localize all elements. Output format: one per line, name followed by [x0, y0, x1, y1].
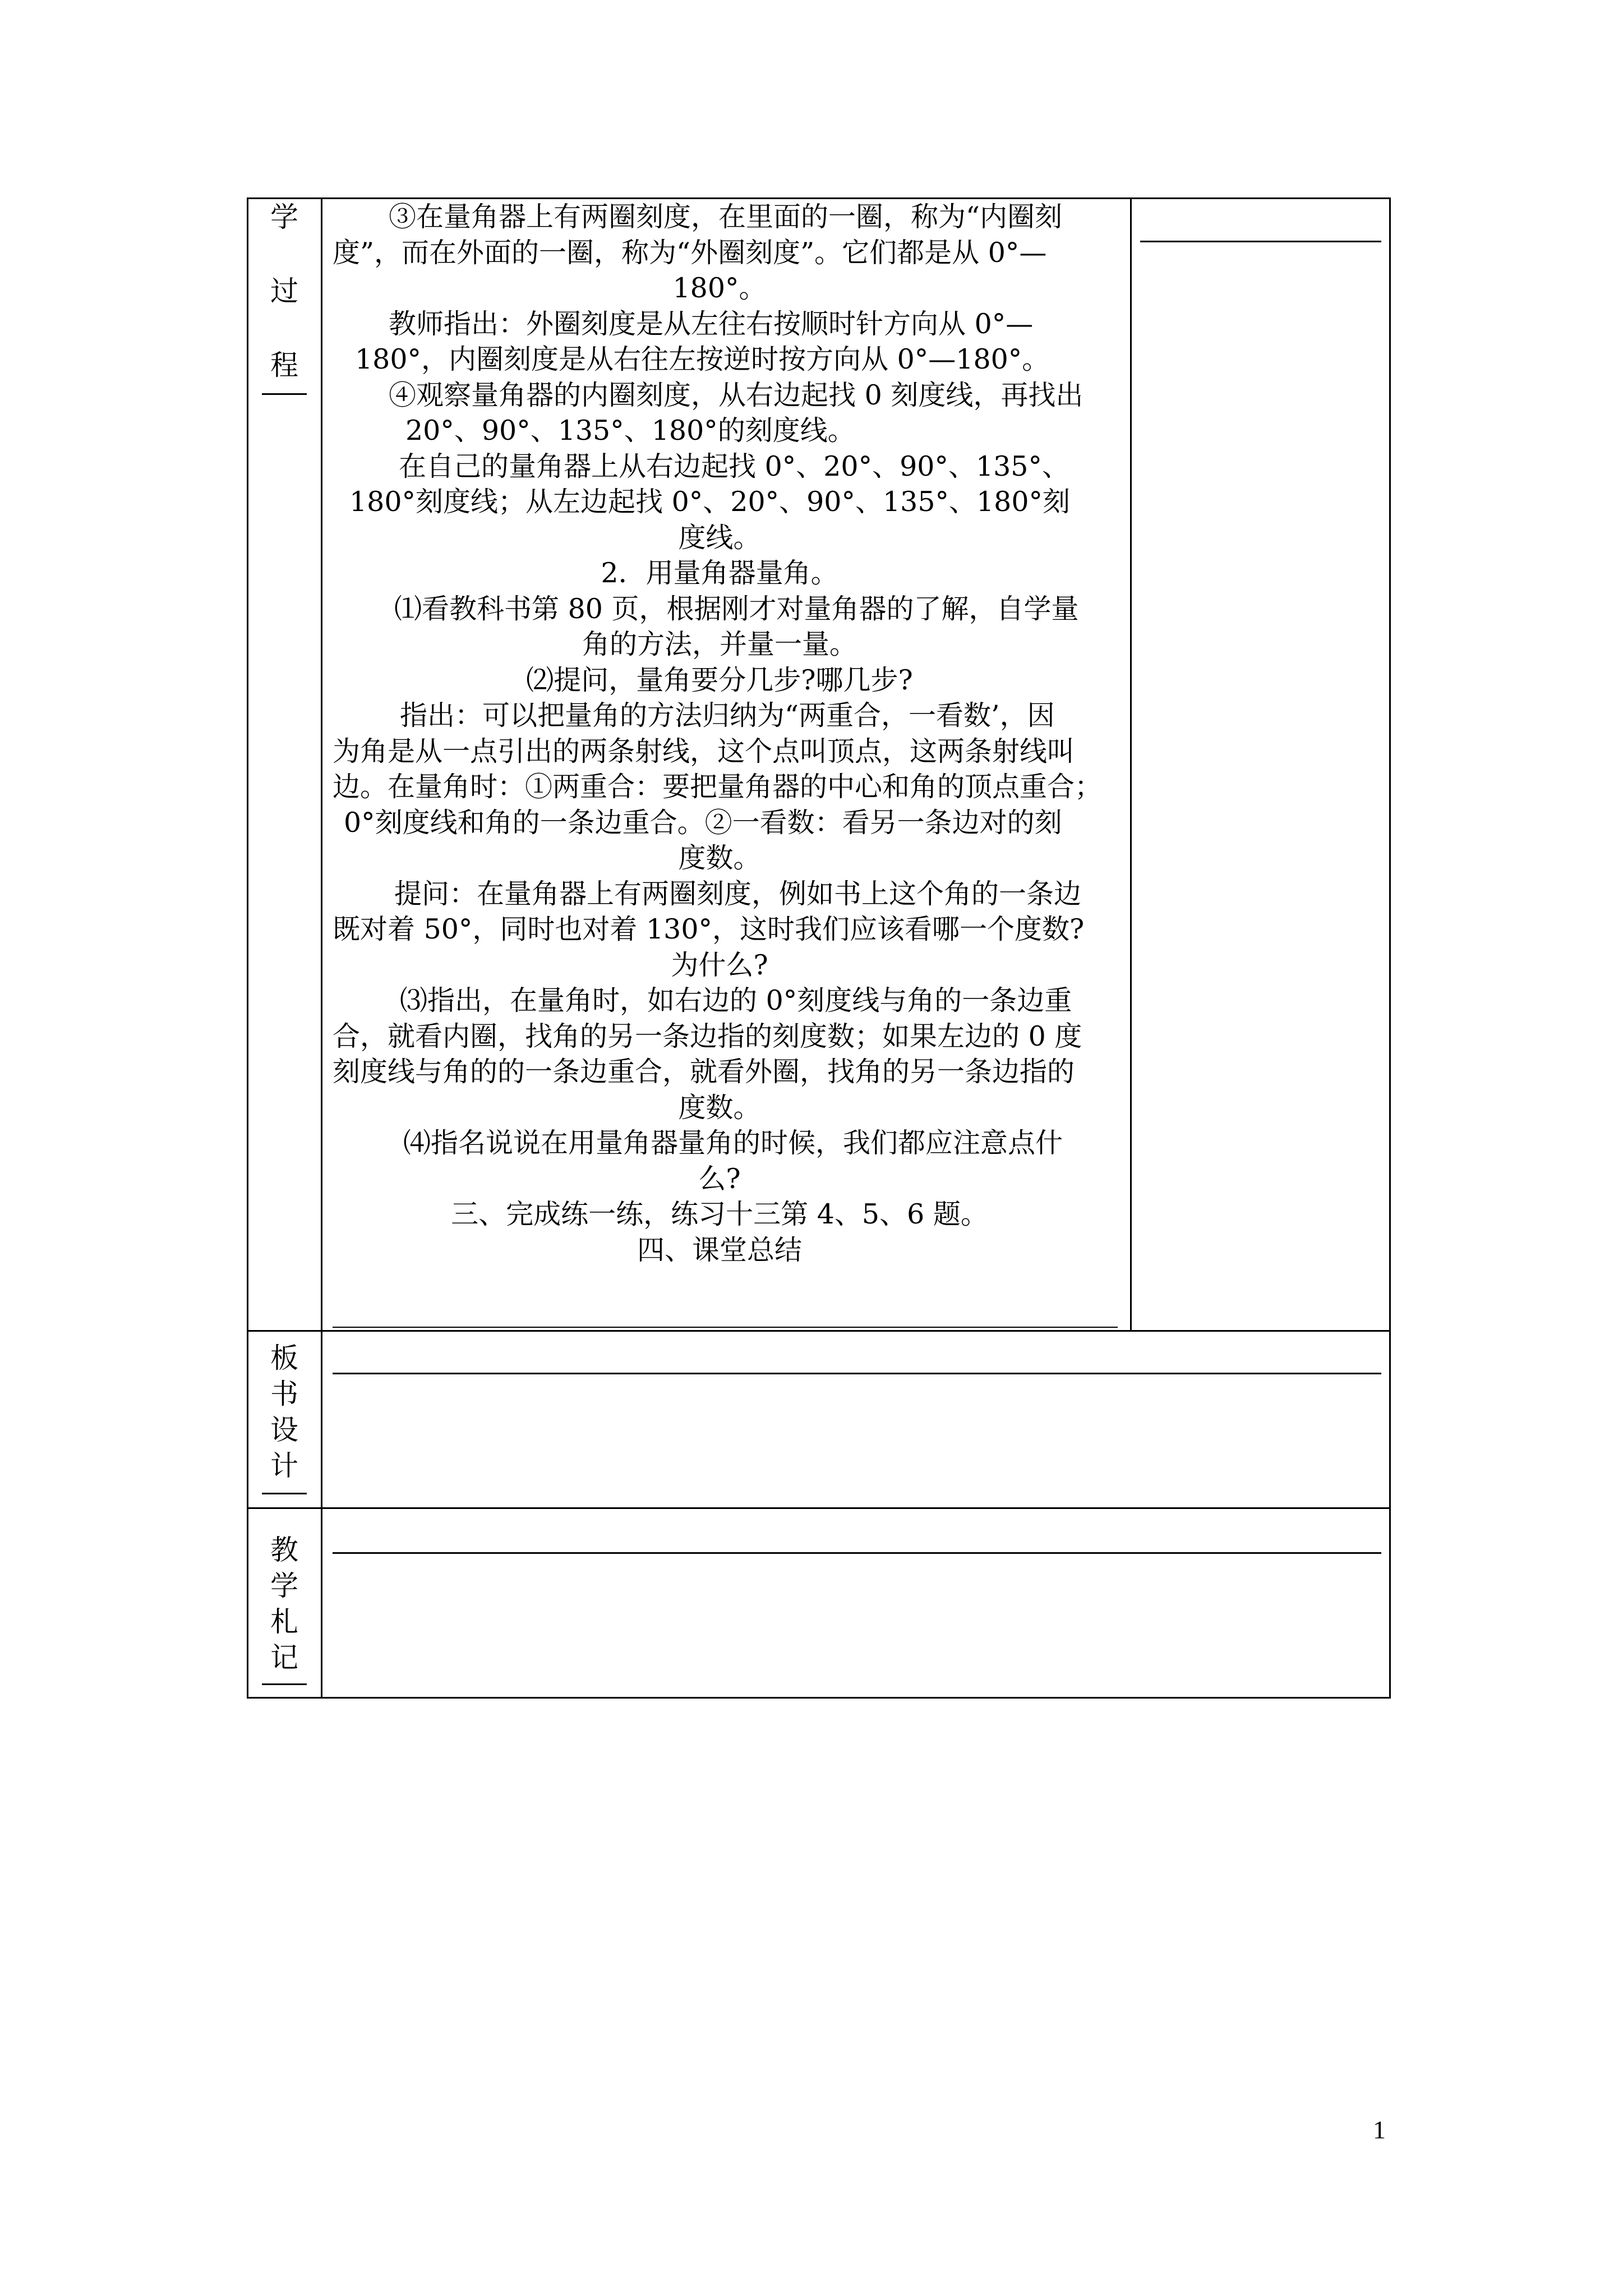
text-line: 么?	[698, 1162, 741, 1195]
text-line: 四、课堂总结	[637, 1234, 802, 1266]
process-content	[327, 199, 1112, 1268]
text-line: 角的方法，并量一量。	[582, 628, 857, 660]
text-line: 刻度线与角的的一条边重合，就看外圈，找角的另一条边指的	[333, 1056, 1075, 1088]
label-char: 学	[270, 1570, 298, 1602]
text-line: ⑴看教科书第 80 页，根据刚才对量角器的了解，自学量	[394, 592, 1079, 625]
text-line: 20°、90°、135°、180°的刻度线。	[405, 415, 855, 447]
label-char: 学	[270, 201, 298, 233]
text-line: 提问：在量角器上有两圈刻度，例如书上这个角的一条边	[394, 877, 1082, 910]
text-line: 为角是从一点引出的两条射线，这个点叫顶点，这两条射线叫	[333, 735, 1075, 767]
text-line: 180°。	[672, 272, 767, 304]
label-char: 札	[270, 1605, 298, 1638]
label-char: 教	[270, 1534, 298, 1566]
text-line: 度线。	[678, 521, 761, 554]
label-column-divider	[321, 199, 322, 1697]
text-line: ③在量角器上有两圈刻度，在里面的一圈，称为“内圈刻	[389, 201, 1063, 233]
text-line: 2．用量角器量角。	[601, 557, 838, 589]
label-char: 计	[270, 1450, 298, 1482]
text-line: 180°，内圈刻度是从右往左按逆时按方向从 0°—180°。	[355, 343, 1050, 375]
label-char: 记	[270, 1641, 298, 1674]
row-divider-2	[248, 1507, 1389, 1509]
text-line: ⑵提问，量角要分几步?哪几步?	[526, 664, 913, 696]
label-char: 设	[270, 1414, 298, 1446]
text-line: 度数。	[678, 842, 761, 874]
label-char: 程	[270, 349, 298, 381]
page-number: 1	[1373, 2115, 1386, 2144]
label-underline	[262, 1683, 307, 1685]
text-line: 180°刻度线；从左边起找 0°、20°、90°、135°、180°刻	[349, 486, 1071, 518]
text-line: 三、完成练一练，练习十三第 4、5、6 题。	[451, 1198, 988, 1230]
text-line: 度”，而在外面的一圈，称为“外圈刻度”。它们都是从 0°—	[333, 236, 1047, 269]
text-line: 度数。	[678, 1091, 761, 1124]
text-line: 边。在量角时：①两重合：要把量角器的中心和角的顶点重合；	[333, 771, 1103, 803]
text-line: ⑶指出，在量角时，如右边的 0°刻度线与角的一条边重	[400, 984, 1072, 1016]
text-line: 教师指出：外圈刻度是从左往右按顺时针方向从 0°—	[389, 307, 1034, 340]
process-content-end-line	[333, 1327, 1118, 1328]
label-underline	[262, 1493, 307, 1494]
text-line: 合，就看内圈，找角的另一条边指的刻度数；如果左边的 0 度	[333, 1020, 1082, 1052]
label-char: 板	[270, 1342, 298, 1374]
label-char: 过	[270, 275, 298, 307]
text-line: 既对着 50°，同时也对着 130°，这时我们应该看哪一个度数?	[333, 913, 1085, 945]
text-line: ④观察量角器的内圈刻度，从右边起找 0 刻度线，再找出	[389, 379, 1083, 411]
teaching-notes-rule	[333, 1552, 1381, 1554]
text-line: 为什么?	[671, 949, 768, 981]
text-line: 指出：可以把量角的方法归纳为“两重合，一看数’，因	[400, 700, 1055, 731]
label-underline	[262, 393, 307, 395]
label-char: 书	[270, 1378, 298, 1410]
notes-column-divider	[1130, 199, 1132, 1330]
text-line: ⑷指名说说在用量角器量角的时候，我们都应注意点什	[403, 1127, 1063, 1159]
text-line: 0°刻度线和角的一条边重合。②一看数：看另一条边对的刻	[344, 806, 1062, 839]
lesson-plan-table	[247, 197, 1391, 1699]
board-design-rule	[333, 1373, 1381, 1374]
notes-rule	[1140, 241, 1381, 242]
text-line: 在自己的量角器上从右边起找 0°、20°、90°、135°、	[399, 450, 1069, 482]
row-divider-1	[248, 1330, 1389, 1332]
